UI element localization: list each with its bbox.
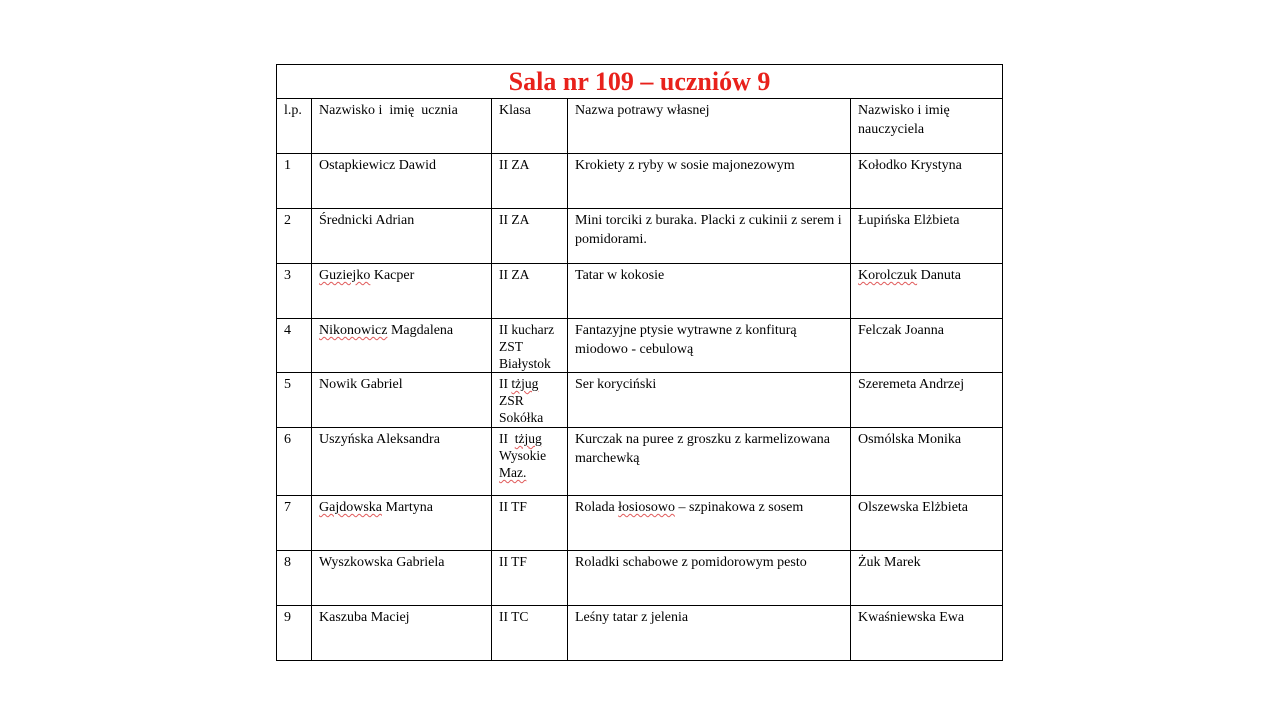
header-student-name: Nazwisko i imię ucznia bbox=[319, 103, 458, 118]
teacher-name: Osmólska Monika bbox=[858, 432, 962, 447]
header-class: Klasa bbox=[499, 103, 531, 118]
class-line-text bbox=[499, 376, 538, 391]
lp-cell bbox=[277, 551, 312, 606]
lp-cell bbox=[277, 496, 312, 551]
row-number: 1 bbox=[284, 158, 291, 173]
student-name: Wyszkowska Gabriela bbox=[319, 555, 445, 570]
teacher-cell bbox=[851, 319, 1003, 373]
student-cell bbox=[312, 606, 492, 661]
dish-text-a: Rolada bbox=[575, 500, 619, 515]
dish-cell bbox=[568, 373, 851, 428]
dish-text-c: – szpinakowa z sosem bbox=[674, 500, 804, 515]
class-line: Wysokie bbox=[499, 448, 547, 463]
teacher-cell bbox=[851, 496, 1003, 551]
dish-name: Fantazyjne ptysie wytrawne z konfiturą miodowo - cebulową bbox=[575, 323, 797, 357]
class-cell bbox=[492, 496, 568, 551]
class-name bbox=[492, 551, 567, 570]
header-lp: l.p. bbox=[284, 103, 302, 118]
class-line: II TC bbox=[499, 609, 529, 624]
row-number: 5 bbox=[284, 377, 291, 392]
lp-cell bbox=[277, 264, 312, 319]
teacher-cell bbox=[851, 154, 1003, 209]
table-row bbox=[277, 606, 1003, 661]
teacher-name: Kołodko Krystyna bbox=[858, 158, 962, 173]
header-class-cell bbox=[492, 99, 568, 154]
dish-cell bbox=[568, 264, 851, 319]
class-line: II TF bbox=[499, 554, 527, 569]
student-cell bbox=[312, 496, 492, 551]
header-name-cell bbox=[312, 99, 492, 154]
teacher-name: Olszewska Elżbieta bbox=[858, 500, 969, 515]
class-cell bbox=[492, 428, 568, 496]
class-name bbox=[492, 154, 567, 173]
lp-cell bbox=[277, 373, 312, 428]
class-line: ZSR bbox=[499, 393, 524, 408]
dish-name: Leśny tatar z jelenia bbox=[575, 610, 689, 625]
student-cell bbox=[312, 209, 492, 264]
class-year: II bbox=[499, 431, 515, 446]
table-row bbox=[277, 319, 1003, 373]
student-name: Średnicki Adrian bbox=[319, 213, 415, 228]
class-line: Białystok bbox=[499, 356, 551, 371]
student-cell bbox=[312, 373, 492, 428]
class-name bbox=[492, 373, 567, 426]
lp-cell bbox=[277, 319, 312, 373]
dish-name: Krokiety z ryby w sosie majonezowym bbox=[575, 158, 795, 173]
teacher-cell bbox=[851, 551, 1003, 606]
title-row bbox=[277, 65, 1003, 99]
class-line: II TF bbox=[499, 499, 527, 514]
student-name: Uszyńska Aleksandra bbox=[319, 432, 440, 447]
class-name bbox=[492, 428, 567, 481]
student-surname: Guziejko bbox=[319, 268, 371, 283]
dish-cell bbox=[568, 209, 851, 264]
class-cell bbox=[492, 551, 568, 606]
class-line-text bbox=[499, 431, 542, 446]
student-cell bbox=[312, 154, 492, 209]
class-line: II ZA bbox=[499, 157, 530, 172]
class-line: ZST bbox=[499, 339, 524, 354]
student-cell bbox=[312, 428, 492, 496]
teacher-name: Łupińska Elżbieta bbox=[858, 213, 960, 228]
lp-cell bbox=[277, 606, 312, 661]
teacher-cell bbox=[851, 606, 1003, 661]
student-firstname: Magdalena bbox=[387, 323, 454, 338]
dish-cell bbox=[568, 606, 851, 661]
class-cell bbox=[492, 319, 568, 373]
row-number: 7 bbox=[284, 500, 291, 515]
header-teacher-cell bbox=[851, 99, 1003, 154]
class-name bbox=[492, 209, 567, 228]
dish-cell bbox=[568, 319, 851, 373]
student-name: Nowik Gabriel bbox=[319, 377, 403, 392]
dish-name bbox=[568, 496, 850, 517]
student-surname: Nikonowicz bbox=[319, 323, 388, 338]
teacher-cell bbox=[851, 373, 1003, 428]
class-profile: tżjug bbox=[514, 431, 542, 446]
class-name bbox=[492, 496, 567, 515]
dish-text-b: łosiosowo bbox=[618, 500, 675, 515]
class-profile: tżjug bbox=[511, 376, 539, 391]
class-line bbox=[499, 430, 561, 447]
dish-cell bbox=[568, 551, 851, 606]
row-number: 4 bbox=[284, 323, 291, 338]
dish-cell bbox=[568, 496, 851, 551]
room-roster-table bbox=[276, 64, 1003, 661]
row-number: 8 bbox=[284, 555, 291, 570]
dish-name: Roladki schabowe z pomidorowym pesto bbox=[575, 555, 807, 570]
row-number: 3 bbox=[284, 268, 291, 283]
class-line-text: Maz. bbox=[499, 465, 527, 480]
class-cell bbox=[492, 209, 568, 264]
row-number: 2 bbox=[284, 213, 291, 228]
header-teacher: Nazwisko i imię nauczyciela bbox=[858, 103, 950, 137]
student-name: Kaszuba Maciej bbox=[319, 610, 410, 625]
class-name bbox=[492, 319, 567, 372]
teacher-cell bbox=[851, 264, 1003, 319]
student-name bbox=[312, 319, 491, 340]
table-row bbox=[277, 496, 1003, 551]
teacher-name: Kwaśniewska Ewa bbox=[858, 610, 965, 625]
room-title: Sala nr 109 – uczniów 9 bbox=[508, 66, 771, 96]
table-row bbox=[277, 551, 1003, 606]
title-cell bbox=[277, 65, 1003, 99]
lp-cell bbox=[277, 154, 312, 209]
class-name bbox=[492, 606, 567, 625]
header-row bbox=[277, 99, 1003, 154]
header-lp-cell bbox=[277, 99, 312, 154]
dish-name: Ser koryciński bbox=[575, 377, 657, 392]
class-line: II kucharz bbox=[499, 322, 555, 337]
student-firstname: Martyna bbox=[382, 500, 433, 515]
dish-cell bbox=[568, 428, 851, 496]
lp-cell bbox=[277, 209, 312, 264]
dish-name: Tatar w kokosie bbox=[575, 268, 665, 283]
table-row bbox=[277, 209, 1003, 264]
student-name bbox=[312, 264, 491, 285]
dish-name: Mini torciki z buraka. Placki z cukinii z serem i pomidorami. bbox=[575, 213, 842, 247]
header-dish-cell bbox=[568, 99, 851, 154]
teacher-surname: Korolczuk bbox=[858, 268, 918, 283]
class-name bbox=[492, 264, 567, 283]
class-line: Sokółka bbox=[499, 410, 544, 425]
header-dish: Nazwa potrawy własnej bbox=[575, 103, 710, 118]
class-cell bbox=[492, 373, 568, 428]
student-name bbox=[312, 154, 491, 175]
student-cell bbox=[312, 319, 492, 373]
class-year: II bbox=[499, 376, 512, 391]
class-line: II ZA bbox=[499, 267, 530, 282]
student-cell bbox=[312, 551, 492, 606]
student-name bbox=[312, 496, 491, 517]
class-cell bbox=[492, 154, 568, 209]
class-line: II ZA bbox=[499, 212, 530, 227]
row-number: 6 bbox=[284, 432, 291, 447]
table-row bbox=[277, 264, 1003, 319]
class-cell bbox=[492, 264, 568, 319]
student-cell bbox=[312, 264, 492, 319]
student-firstname: Kacper bbox=[370, 268, 415, 283]
student-name-text: Ostapkiewicz Dawid bbox=[319, 158, 437, 173]
table-row bbox=[277, 428, 1003, 496]
row-number: 9 bbox=[284, 610, 291, 625]
class-line bbox=[499, 375, 561, 392]
lp-cell bbox=[277, 428, 312, 496]
table-row bbox=[277, 373, 1003, 428]
teacher-name: Żuk Marek bbox=[858, 555, 921, 570]
table-row bbox=[277, 154, 1003, 209]
class-line bbox=[499, 464, 561, 481]
dish-name: Kurczak na puree z groszku z karmelizowana marchewką bbox=[575, 432, 830, 466]
teacher-name: Felczak Joanna bbox=[858, 323, 944, 338]
teacher-firstname: Danuta bbox=[917, 268, 962, 283]
teacher-cell bbox=[851, 428, 1003, 496]
dish-cell bbox=[568, 154, 851, 209]
student-surname: Gajdowska bbox=[319, 500, 382, 515]
teacher-name bbox=[851, 264, 1002, 285]
teacher-cell bbox=[851, 209, 1003, 264]
teacher-name: Szeremeta Andrzej bbox=[858, 377, 965, 392]
class-cell bbox=[492, 606, 568, 661]
